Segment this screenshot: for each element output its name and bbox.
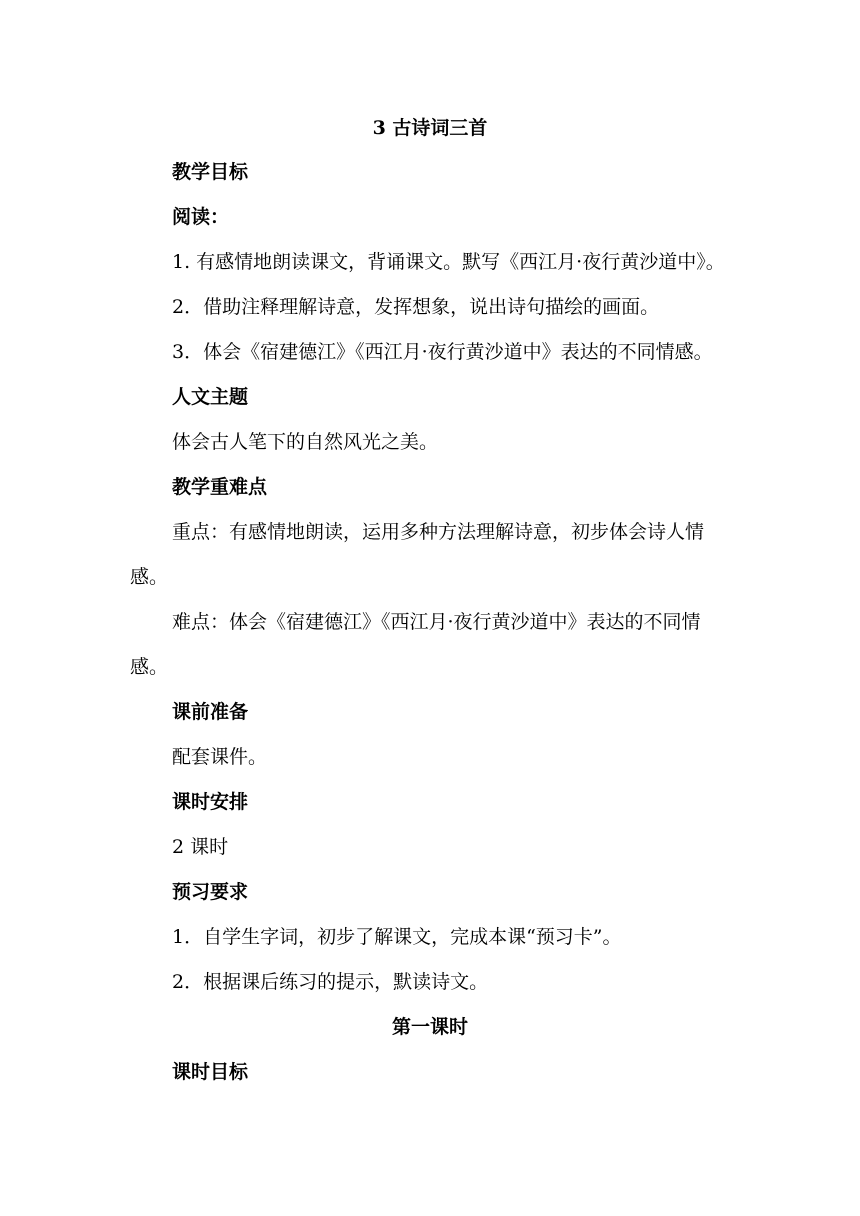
schedule-heading: 课时安排: [172, 791, 249, 813]
difficulty-line-2: 感。: [130, 656, 169, 678]
lesson-objectives-heading: 课时目标: [172, 1061, 249, 1083]
reading-heading: 阅读：: [172, 206, 230, 228]
reading-item-3: 3．体会《宿建德江》《西江月·夜行黄沙道中》表达的不同情感。: [172, 341, 713, 363]
objectives-heading: 教学目标: [172, 161, 249, 183]
schedule-text: 2 课时: [172, 836, 229, 858]
preview-heading: 预习要求: [172, 881, 249, 903]
focus-line-1: 重点：有感情地朗读，运用多种方法理解诗意，初步体会诗人情: [172, 521, 705, 543]
prep-heading: 课前准备: [172, 701, 249, 723]
keypoints-heading: 教学重难点: [172, 476, 268, 498]
reading-item-1: 1. 有感情地朗读课文，背诵课文。默写《西江月·夜行黄沙道中》。: [172, 251, 725, 273]
document-title: 3 古诗词三首: [372, 117, 488, 139]
theme-heading: 人文主题: [172, 386, 249, 408]
prep-text: 配套课件。: [172, 746, 268, 768]
difficulty-line-1: 难点：体会《宿建德江》《西江月·夜行黄沙道中》表达的不同情: [172, 611, 701, 633]
lesson1-heading: 第一课时: [391, 1016, 468, 1038]
preview-item-1: 1．自学生字词，初步了解课文，完成本课“预习卡”。: [172, 926, 622, 948]
focus-line-2: 感。: [130, 566, 169, 588]
theme-text: 体会古人笔下的自然风光之美。: [172, 431, 439, 453]
preview-item-2: 2．根据课后练习的提示，默读诗文。: [172, 971, 489, 993]
reading-item-2: 2．借助注释理解诗意，发挥想象，说出诗句描绘的画面。: [172, 296, 660, 318]
